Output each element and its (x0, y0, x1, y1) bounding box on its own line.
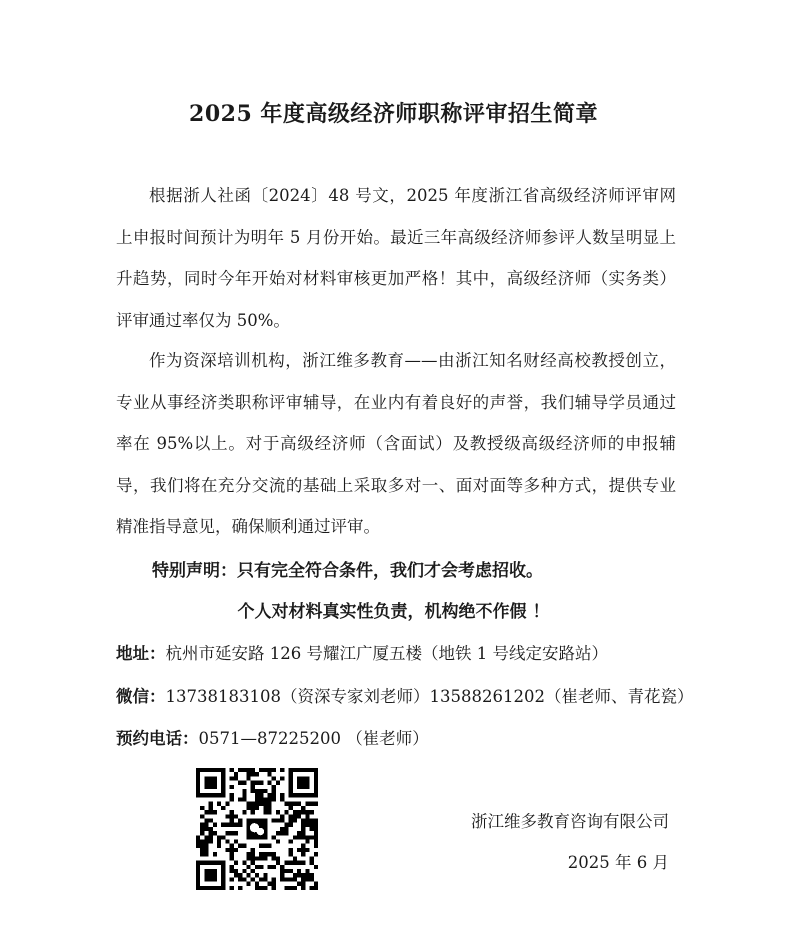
paragraph-institution: 作为资深培训机构，浙江维多教育——由浙江知名财经高校教授创立，专业从事经济类职称评审辅导，在业内有着良好的声誉，我们辅导学员通过率在 95%以上。对于高级经济师（含面试）及教授级高级经济师的申报辅导，我们将在充分交流的基础上采取多对一、面对面等多种方式，提供专业精准指导意见，确保顺利通过评审。 (116, 351, 676, 536)
special-notice: 特别声明：只有完全符合条件，我们才会考虑招收。 (152, 561, 543, 581)
wechat-label: 微信： (116, 687, 166, 706)
document-date: 2025 年 6 月 (567, 853, 669, 872)
phone-line (116, 725, 429, 749)
address-label: 地址： (116, 644, 166, 663)
company-name: 浙江维多教育咨询有限公司 (471, 812, 669, 831)
address-value: 杭州市延安路 126 号耀江广厦五楼（地铁 1 号线定安路站） (165, 644, 608, 663)
document-title: 2025 年度高级经济师职称评审招生简章 (189, 101, 598, 127)
address-line (116, 640, 608, 664)
authenticity-notice: 个人对材料真实性负责，机构绝不作假 ！ (237, 602, 550, 622)
wechat-value: 13738183108（资深专家刘老师）13588261202（崔老师、青花瓷） (165, 687, 694, 706)
phone-value: 0571—87225200 （崔老师） (198, 729, 429, 748)
qr-code-icon (196, 768, 318, 890)
phone-label: 预约电话： (116, 729, 199, 748)
paragraph-intro: 根据浙人社函〔2024〕48 号文，2025 年度浙江省高级经济师评审网上申报时间预计为明年 5 月份开始。最近三年高级经济师参评人数呈明显上升趋势，同时今年开始对材料审核更加严格！其中，高级经济师（实务类）评审通过率仅为 50%。 (116, 186, 676, 330)
wechat-line (116, 683, 693, 707)
